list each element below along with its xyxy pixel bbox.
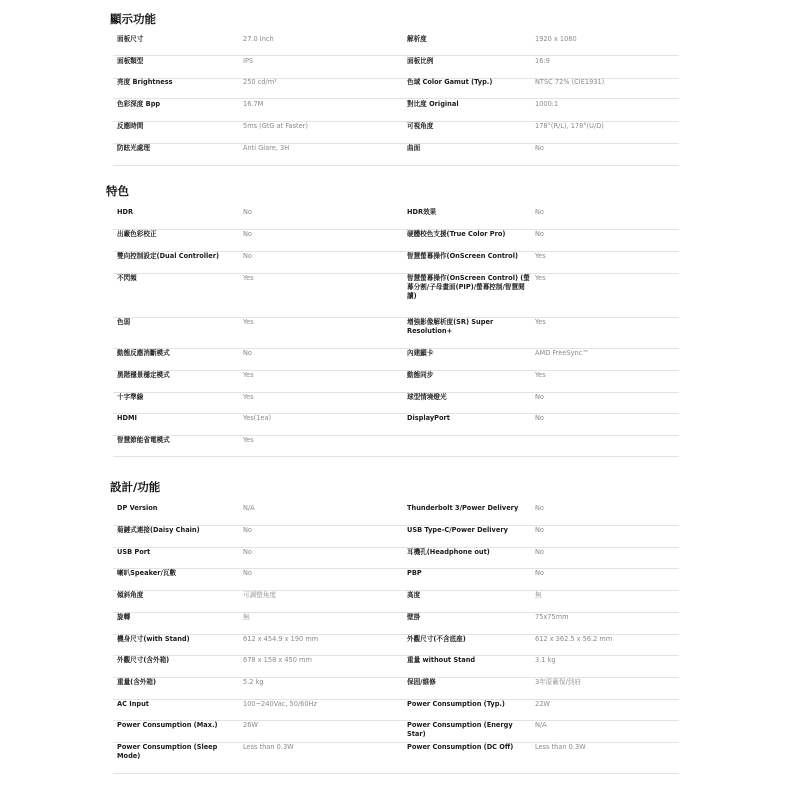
spec-value: Yes [535, 274, 546, 282]
spec-label: HDMI [117, 414, 138, 422]
spec-row [113, 35, 679, 56]
spec-label: 智慧螢幕操作(OnScreen Control) (螢幕分割/子母畫面(PIP)/螢幕控制/智慧閱讀) [407, 274, 530, 300]
spec-value: Anti Glare, 3H [243, 144, 290, 152]
spec-value: Less than 0.3W [243, 743, 294, 751]
spec-label: 色彩深度 Bpp [117, 100, 161, 108]
spec-value: N/A [535, 721, 547, 729]
spec-row [113, 613, 679, 635]
spec-row [113, 318, 679, 349]
spec-value: No [243, 230, 252, 238]
spec-value: No [535, 414, 544, 422]
spec-row [113, 252, 679, 274]
spec-row [113, 548, 679, 569]
spec-label: DP Version [117, 504, 158, 512]
spec-label: 不閃頻 [117, 274, 137, 282]
spec-label: 反應時間 [117, 122, 144, 130]
spec-label: 曲面 [407, 144, 421, 152]
spec-value: No [535, 393, 544, 401]
spec-row [113, 569, 679, 591]
spec-row [113, 635, 679, 656]
spec-label: 可視角度 [407, 122, 434, 130]
spec-label: 高度 [407, 591, 421, 599]
spec-row [113, 526, 679, 548]
spec-value: No [243, 252, 252, 260]
section-title: 設計/功能 [110, 480, 161, 494]
spec-label: 旋轉 [117, 613, 131, 621]
spec-label: Power Consumption (DC Off) [407, 743, 514, 751]
spec-value: No [535, 569, 544, 577]
spec-value: Yes [243, 274, 254, 282]
spec-label: 喇叭Speaker/瓦數 [117, 569, 177, 577]
spec-value: Yes [243, 436, 254, 444]
spec-label: 出廠色彩校正 [117, 230, 157, 238]
spec-row [113, 436, 679, 457]
spec-value: No [243, 548, 252, 556]
spec-row [113, 274, 679, 318]
spec-label: USB Port [117, 548, 151, 556]
spec-value: N/A [243, 504, 255, 512]
spec-value: 3.1 kg [535, 656, 556, 664]
spec-value: 178°(R/L), 178°(U/D) [535, 122, 604, 130]
spec-label: 動態同步 [407, 371, 434, 379]
spec-label: 外觀尺寸(含外箱) [117, 656, 170, 664]
spec-label: AC Input [117, 700, 149, 708]
spec-value: 100~240Vac, 50/60Hz [243, 700, 317, 708]
spec-value: No [535, 230, 544, 238]
spec-value: No [535, 526, 544, 534]
spec-row [113, 678, 679, 700]
spec-label: 雙向控制設定(Dual Controller) [117, 252, 220, 260]
spec-value: 27.0 Inch [243, 35, 274, 43]
spec-row [113, 230, 679, 252]
spec-value: 26W [243, 721, 258, 729]
spec-label: 智慧節能省電模式 [117, 436, 170, 444]
section-title: 顯示功能 [110, 12, 156, 26]
spec-value: No [535, 548, 544, 556]
spec-value: Yes [535, 318, 546, 326]
spec-label: Power Consumption (Max.) [117, 721, 218, 729]
spec-label: 面板類型 [117, 57, 144, 65]
spec-label: 保固/維修 [407, 678, 436, 686]
spec-label: 對比度 Original [407, 100, 459, 108]
spec-label: 十字準線 [117, 393, 144, 401]
spec-label: 動態反應消斷模式 [117, 349, 170, 357]
spec-value: 250 cd/m² [243, 78, 277, 86]
spec-label: 防眩光處理 [117, 144, 150, 152]
spec-label: Power Consumption (Energy Star) [407, 721, 513, 738]
spec-value: 16:9 [535, 57, 550, 65]
spec-value: 5.2 kg [243, 678, 264, 686]
spec-label: 壁掛 [407, 613, 421, 621]
spec-label: Power Consumption (Sleep Mode) [117, 743, 218, 760]
spec-value: Less than 0.3W [535, 743, 586, 751]
spec-label: 重量(含外箱) [117, 678, 156, 686]
spec-row [113, 743, 679, 774]
spec-label: 球型情境燈光 [407, 393, 447, 401]
spec-value: 612 x 454.9 x 190 mm [243, 635, 319, 643]
section-title: 特色 [106, 184, 129, 198]
spec-row [113, 504, 679, 526]
spec-value: AMD FreeSync™ [535, 349, 589, 357]
spec-value: Yes(1ea) [243, 414, 272, 422]
spec-label: 智慧螢幕操作(OnScreen Control) [407, 252, 518, 260]
spec-label: 黑階穩景穩定模式 [117, 371, 170, 379]
spec-label: 解析度 [407, 35, 427, 43]
spec-row [113, 371, 679, 393]
spec-label: 色域 Color Gamut (Typ.) [407, 78, 493, 86]
spec-label: HDR [117, 208, 134, 216]
spec-value: 612 x 362.5 x 56.2 mm [535, 635, 613, 643]
spec-row [113, 208, 679, 230]
spec-value: IPS [243, 57, 254, 65]
spec-label: 耳機孔(Headphone out) [407, 548, 490, 556]
spec-label: 亮度 Brightness [117, 78, 173, 86]
spec-row [113, 721, 679, 743]
spec-label: USB Type-C/Power Delivery [407, 526, 508, 534]
spec-label: HDR效果 [407, 208, 437, 216]
spec-value: Yes [535, 371, 546, 379]
spec-value: No [243, 526, 252, 534]
spec-value: No [535, 504, 544, 512]
spec-label: 色弱 [117, 318, 131, 326]
spec-label: 面板尺寸 [117, 35, 144, 43]
spec-row [113, 122, 679, 144]
spec-value: 無 [243, 613, 250, 621]
spec-value: Yes [243, 318, 254, 326]
spec-value: 1920 x 1080 [535, 35, 577, 43]
spec-row [113, 144, 679, 166]
spec-label: 重量 without Stand [407, 656, 476, 664]
spec-value: 22W [535, 700, 550, 708]
spec-label: 增強影像解析度(SR) Super Resolution+ [407, 318, 494, 335]
spec-label: 機身尺寸(with Stand) [117, 635, 190, 643]
spec-value: No [243, 349, 252, 357]
spec-label: 內建顯卡 [407, 349, 434, 357]
spec-row [113, 656, 679, 678]
spec-row [113, 100, 679, 122]
spec-row [113, 414, 679, 436]
spec-row [113, 591, 679, 613]
spec-label: 外觀尺寸(不含底座) [407, 635, 466, 643]
spec-label: 硬體校色支援(True Color Pro) [407, 230, 506, 238]
spec-label: PBP [407, 569, 422, 577]
spec-value: 1000:1 [535, 100, 559, 108]
spec-label: 菊鏈式連接(Daisy Chain) [117, 526, 200, 534]
spec-row [113, 393, 679, 414]
spec-row [113, 700, 679, 721]
spec-value: Yes [243, 371, 254, 379]
spec-value: No [243, 208, 252, 216]
spec-value: Yes [535, 252, 546, 260]
spec-value: Yes [243, 393, 254, 401]
spec-value: 無 [535, 591, 542, 599]
spec-value: 16.7M [243, 100, 264, 108]
spec-value: NTSC 72% (CIE1931) [535, 78, 605, 86]
spec-value: 3年原廠保/到府 [535, 678, 581, 686]
spec-value: 678 x 158 x 450 mm [243, 656, 312, 664]
spec-value: No [535, 144, 544, 152]
spec-value: 75x75mm [535, 613, 569, 621]
spec-label: Power Consumption (Typ.) [407, 700, 505, 708]
spec-value: 5ms (GtG at Faster) [243, 122, 308, 130]
spec-row [113, 349, 679, 371]
spec-value: 可調整角度 [243, 591, 276, 599]
spec-value: No [243, 569, 252, 577]
spec-value: No [535, 208, 544, 216]
spec-label: 面板比例 [407, 57, 434, 65]
spec-label: Thunderbolt 3/Power Delivery [407, 504, 519, 512]
spec-label: DisplayPort [407, 414, 450, 422]
spec-row [113, 78, 679, 99]
spec-row [113, 57, 679, 79]
spec-label: 傾斜角度 [117, 591, 144, 599]
